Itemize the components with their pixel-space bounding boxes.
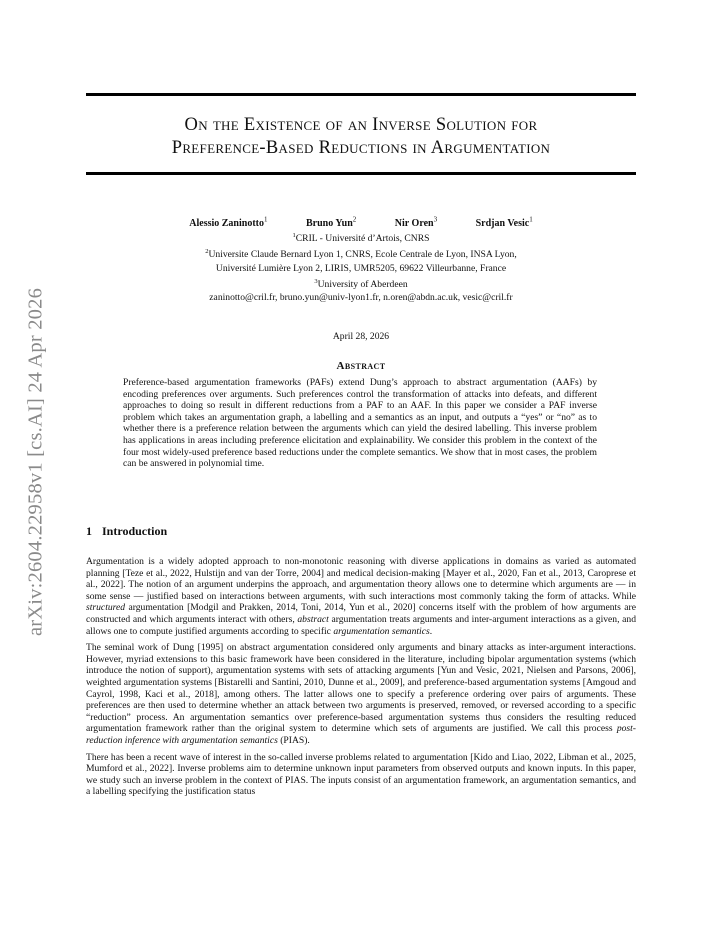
affiliations [86,229,636,305]
title-top-rule [86,93,636,96]
affiliation-2: $^2$Universite Claude Bernard Lyon 1, CNRS, Ecole Centrale de Lyon, INSA Lyon, [205,248,517,261]
section-body [86,556,636,803]
paper-title [86,114,636,160]
section-title: Introduction [102,524,168,538]
section-number: 1 [86,524,92,538]
abstract-heading: Abstract [336,360,386,372]
author-list [86,216,636,229]
paragraph-3: There has been a recent wave of interest in the so-called inverse problems related to argumentation [Kido and Liao, 2022, Libman et al., 2025, Mumford et al., 2022]. Inverse problems aim to determine unknown input parameters from observed outputs and known inputs. In this paper, we study such an inverse problem in the context of PIAS. The inputs consist of an argumentation framework, an argumentation semantics, and a labelling specifying the justification status [86,751,636,798]
paper-date: April 28, 2026 [332,331,390,342]
title-line-2: Preference-Based Reductions in Argumentation [171,138,551,158]
arxiv-identifier [14,262,58,662]
title-line-1: On the Existence of an Inverse Solution for [184,115,538,135]
section-heading [86,524,167,539]
title-bottom-rule [86,172,636,175]
arxiv-identifier-text: arXiv:2604.22958v1 [cs.AI] 24 Apr 2026 [24,287,47,637]
abstract-text: Preference-based argumentation frameworks (PAFs) extend Dung’s approach to abstract argumentation (AAFs) by encoding preferences over arguments. Such preferences control the transformation of attacks into defeats, and different approaches to doing so result in different reductions from a PAF to an AAF. In this paper we consider a PAF inverse problem which takes an argumentation graph, a labelling and a semantics as an input, and outputs a “yes” or “no” as to whether there is a preference relation between the arguments which can yield the desired labelling. This inverse problem has applications in areas including preference elicitation and explainability. We consider this problem in the context of the four most widely-used preference based reductions under the complete semantics. We show that in most cases, the problem can be answered in polynomial time. [123,377,597,470]
affiliation-1: $^1$CRIL - Université d’Artois, CNRS [292,232,430,245]
author-emails: zaninotto@cril.fr, bruno.yun@univ-lyon1.fr, n.oren@abdn.ac.uk, vesic@cril.fr [209,292,513,304]
affiliation-3: $^3$University of Aberdeen [314,277,408,291]
author: Bruno Yun$^2$ [306,216,357,230]
author: Nir Oren$^3$ [394,216,438,230]
author: Alessio Zaninotto$^1$ [189,216,268,230]
author: Srdjan Vesic$^1$ [475,216,533,230]
affiliation-2-cont: Université Lumière Lyon 2, LIRIS, UMR5205, 69622 Villeurbanne, France [215,262,507,274]
paragraph-2: The seminal work of Dung [1995] on abstract argumentation considered only arguments and binary attacks as inter-argument interactions. However, myriad extensions to this basic framework have been considered in the literature, including bipolar argumentation systems (which introduce the notion of support), argumentation systems with sets of attacking arguments [Yun and Vesic, 2021, Nielsen and Parsons, 2006], weighted argumentation systems [Bistarelli and Santini, 2010, Dunne et al., 2009], and preference-based argumentation systems [Amgoud and Cayrol, 1998, Kaci et al., 2018], among others. The latter allows one to specify a preference ordering over pairs of arguments. These preferences are then used to determine whether an attack between two arguments is preserved, removed, or reversed according to a specific “reduction” process. An argumentation semantics over preference-based argumentation systems thus considers the resulting reduced argumentation framework rather than the original system to determine which sets of arguments are justified. We call this process post-reduction inference with argumentation semantics (PIAS). [86,642,636,746]
paragraph-1: Argumentation is a widely adopted approach to non-monotonic reasoning with diverse applications in domains as varied as automated planning [Teze et al., 2022, Hulstijn and van der Torre, 2004] and medical decision-making [Mayer et al., 2020, Fan et al., 2013, Caroprese et al., 2022]. The notion of an argument underpins the approach, and argumentation theory allows one to determine which arguments are — in some sense — justified based on interactions between arguments, with such interactions most commonly taking the form of attacks. While structured argumentation [Modgil and Prakken, 2014, Toni, 2014, Yun et al., 2020] concerns itself with the problem of how arguments are constructed and which arguments interact with others, abstract argumentation treats arguments and inter-argument interactions as a given, and allows one to compute justified arguments according to specific argumentation semantics. [86,556,636,637]
